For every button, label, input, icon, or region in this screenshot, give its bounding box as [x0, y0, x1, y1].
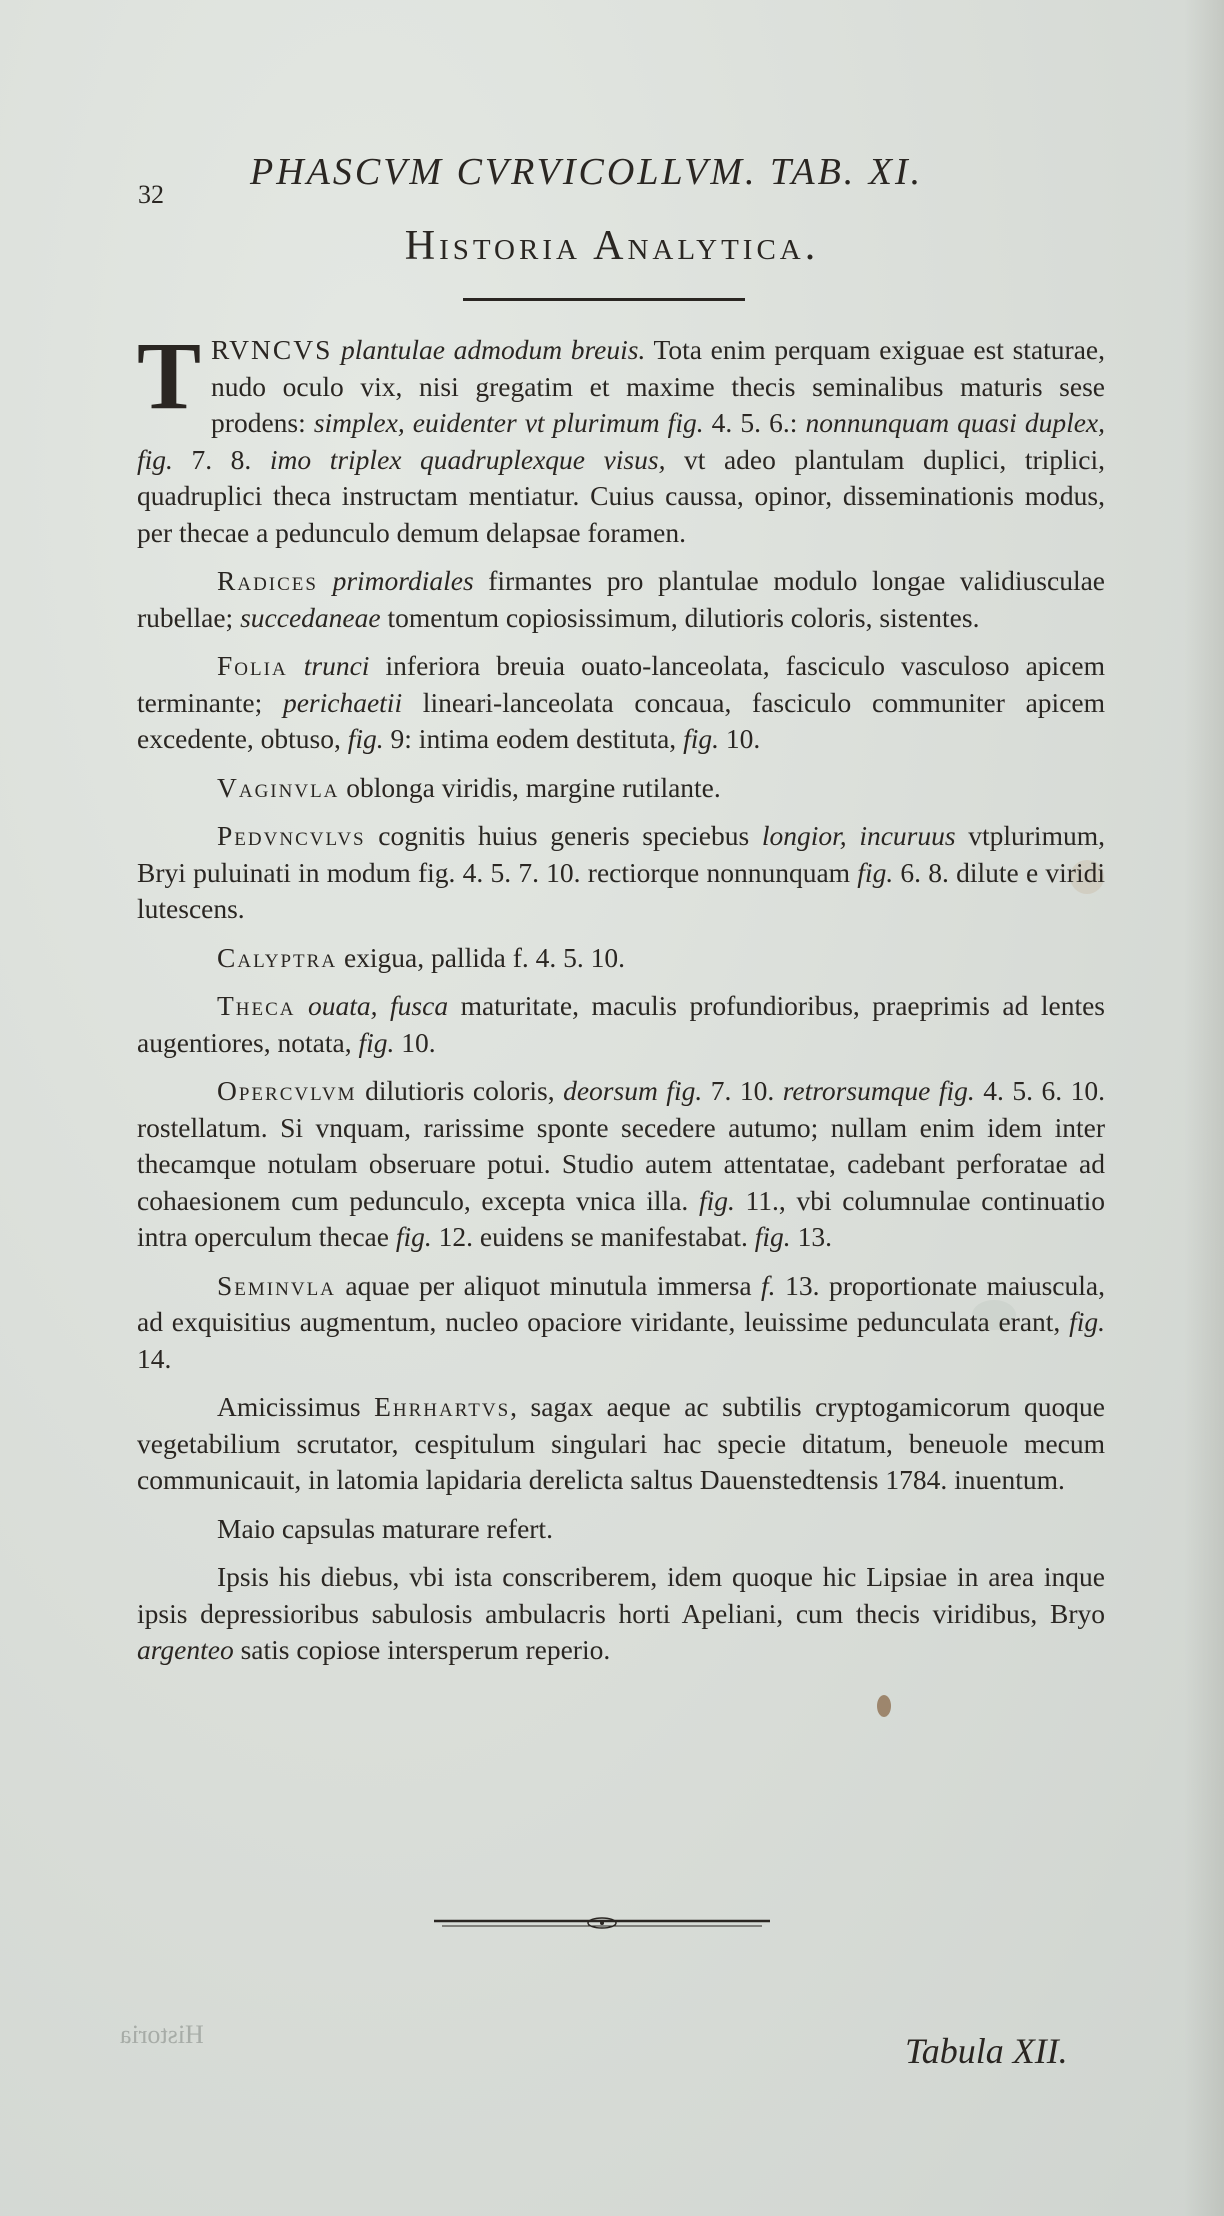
text-span: f.: [761, 1269, 776, 1301]
text-span: fig.: [683, 723, 719, 754]
paragraph-ipsis: [137, 1559, 1105, 1669]
text-span: lineari-lanceolata concaua, fasciculo communiter apicem excedente, obtuso,: [137, 686, 1105, 754]
paragraph-vaginula: [137, 770, 1105, 807]
text-span: fig.: [347, 723, 384, 754]
text-span: 12. euidens se manifestabat.: [431, 1221, 755, 1252]
paragraph-pedunculus: [137, 818, 1105, 928]
paragraph-folia: [137, 648, 1105, 758]
text-span: 10.: [718, 723, 761, 754]
lead-word: Opercvlvm: [217, 1075, 357, 1106]
text-span: Maio capsulas maturare refert.: [217, 1512, 553, 1544]
text-span: firmantes pro plantulae modulo longae validiusculae rubellae;: [137, 565, 1106, 633]
text-span: imo triplex quadruplexque visus,: [269, 443, 666, 475]
text-span: satis copiose intersperum reperio.: [233, 1634, 611, 1665]
text-span: cognitis huius generis speciebus: [365, 820, 762, 851]
running-title: PHASCVM CVRVICOLLVM. TAB. XI.: [250, 151, 924, 193]
text-span: longior, incuruus: [761, 820, 956, 851]
text-span: maturitate, maculis profundioribus, praeprimis ad lentes augentiores, notata,: [137, 990, 1105, 1058]
text-span: 7. 10.: [702, 1075, 783, 1106]
text-span: inferiora breuia ouato-lanceolata, fasciculo vasculoso apicem terminante;: [137, 650, 1105, 718]
text-span: tomentum copiosissimum, dilutioris coloris, sistentes.: [380, 601, 980, 633]
text-span: 13. proportionate maiuscula, ad exquisitius augmentum, nucleo opaciore viridante, leuissime pedunculata erant,: [137, 1269, 1105, 1337]
foxing-stain: [877, 1695, 891, 1717]
text-span: 9: intima eodem destituta,: [383, 723, 684, 754]
paragraph-truncus: [137, 322, 1106, 551]
lead-word: Calyptra: [217, 941, 338, 973]
text-span: primordiales: [332, 565, 474, 596]
text-span: vtplurimum, Bryi puluinati in modum fig. 4. 5. 7. 10. rectiorque nonnunquam: [137, 820, 1105, 888]
text-span: retrorsumque fig.: [782, 1075, 975, 1106]
text-span: perichaetii: [282, 686, 403, 718]
text-span: fig.: [857, 856, 894, 888]
text-span: 7. 8.: [172, 443, 270, 475]
text-span: fig.: [395, 1221, 432, 1252]
text-span: simplex, euidenter vt plurimum fig.: [313, 407, 704, 438]
text-span: dilutioris coloris,: [356, 1075, 564, 1106]
title-rule: [463, 298, 745, 301]
lead-word: Theca: [217, 990, 296, 1021]
text-span: 10.: [394, 1026, 436, 1058]
lead-word: RVNCVS: [211, 334, 333, 365]
text-span: fig.: [358, 1026, 395, 1058]
text-span: vt adeo plantulam duplici, triplici, quadruplici theca instructam mentiatur. Cuius caussa, opinor, disseminationis modus, per thecae a pedunculo demum delapsae foramen.: [137, 443, 1106, 548]
text-span: succedaneae: [240, 601, 381, 633]
text-span: nonnunquam quasi duplex, fig.: [137, 407, 1105, 475]
lead-word: Folia: [217, 650, 288, 681]
text-span: fig.: [754, 1221, 791, 1252]
text-span: Ipsis his diebus, vbi ista conscriberem, idem quoque hic Lipsiae in area inque ipsis depressioribus sabulosis ambulacris horti Apeliani, cum thecis viridibus, Bryo: [137, 1561, 1105, 1629]
body-text: [137, 322, 1106, 1669]
text-span: 13.: [790, 1221, 832, 1252]
ornamental-divider: [432, 1912, 772, 1936]
lead-word: Seminvla: [217, 1269, 336, 1301]
text-span: plantulae admodum breuis.: [332, 334, 646, 365]
text-span: 4. 5. 6. 10. rostellatum. Si vnquam, rarissime sponte secedere autumo; nullam enim idem inter thecamque notulam obseruare potui. Studio autem attentatae, cadebant perforatae ad cohaesionem cum pedunculo, excepta vnica illa.: [137, 1075, 1105, 1216]
catchword: Tabula XII.: [905, 2031, 1068, 2071]
text-span: trunci: [303, 650, 370, 681]
text-span: [296, 990, 309, 1021]
paragraph-ehrhart: [137, 1389, 1105, 1499]
text-span: fig.: [698, 1184, 735, 1216]
text-span: fig.: [1069, 1306, 1105, 1337]
paragraph-seminula: [137, 1268, 1105, 1378]
paragraph-theca: [137, 988, 1105, 1061]
text-span: aquae per aliquot minutula immersa: [335, 1269, 762, 1301]
lead-word: Pedvncvlvs: [217, 820, 366, 851]
page-edge-shadow: [1184, 0, 1224, 2216]
text-span: 4. 5. 6.:: [703, 407, 806, 438]
text-span: [318, 565, 333, 596]
page-number: 32: [138, 180, 164, 209]
bleed-through-text: Historia: [120, 2020, 204, 2049]
text-span: exigua, pallida f. 4. 5. 10.: [337, 941, 625, 973]
section-title: Historia Analytica.: [404, 223, 820, 269]
text-span: deorsum fig.: [563, 1075, 703, 1106]
text-span: Amicissimus: [217, 1391, 375, 1422]
paragraph-radices: [137, 563, 1105, 636]
text-span: Tota enim perquam exiguae est staturae, nudo oculo vix, nisi gregatim et maxime thecis seminalibus maturis sese prodens:: [211, 334, 1105, 438]
text-span: 14.: [137, 1342, 172, 1374]
lead-word: Ehrhartvs: [374, 1391, 511, 1422]
text-span: ouata, fusca: [308, 990, 449, 1021]
paragraph-operculum: [137, 1073, 1105, 1256]
drop-cap: T: [137, 322, 202, 429]
text-span: 6. 8. dilute e viridi lutescens.: [137, 856, 1105, 924]
paragraph-calyptra: [137, 940, 1105, 977]
text-span: , sagax aeque ac subtilis cryptogamicorum quoque vegetabilium scrutator, cespitulum singulari hac specie ditatum, beneuole mecum communicauit, in latomia lapidaria derelicta saltus Dauenstedtensis 1784. inuentum.: [137, 1391, 1105, 1495]
text-span: argenteo: [137, 1634, 234, 1665]
lead-word: Radices: [217, 565, 318, 596]
text-span: oblonga viridis, margine rutilante.: [339, 771, 721, 803]
text-span: [288, 650, 304, 681]
text-span: 11., vbi columnulae continuatio intra operculum thecae: [137, 1184, 1105, 1252]
lead-word: Vaginvla: [217, 771, 340, 803]
paragraph-maio: [137, 1511, 1105, 1548]
